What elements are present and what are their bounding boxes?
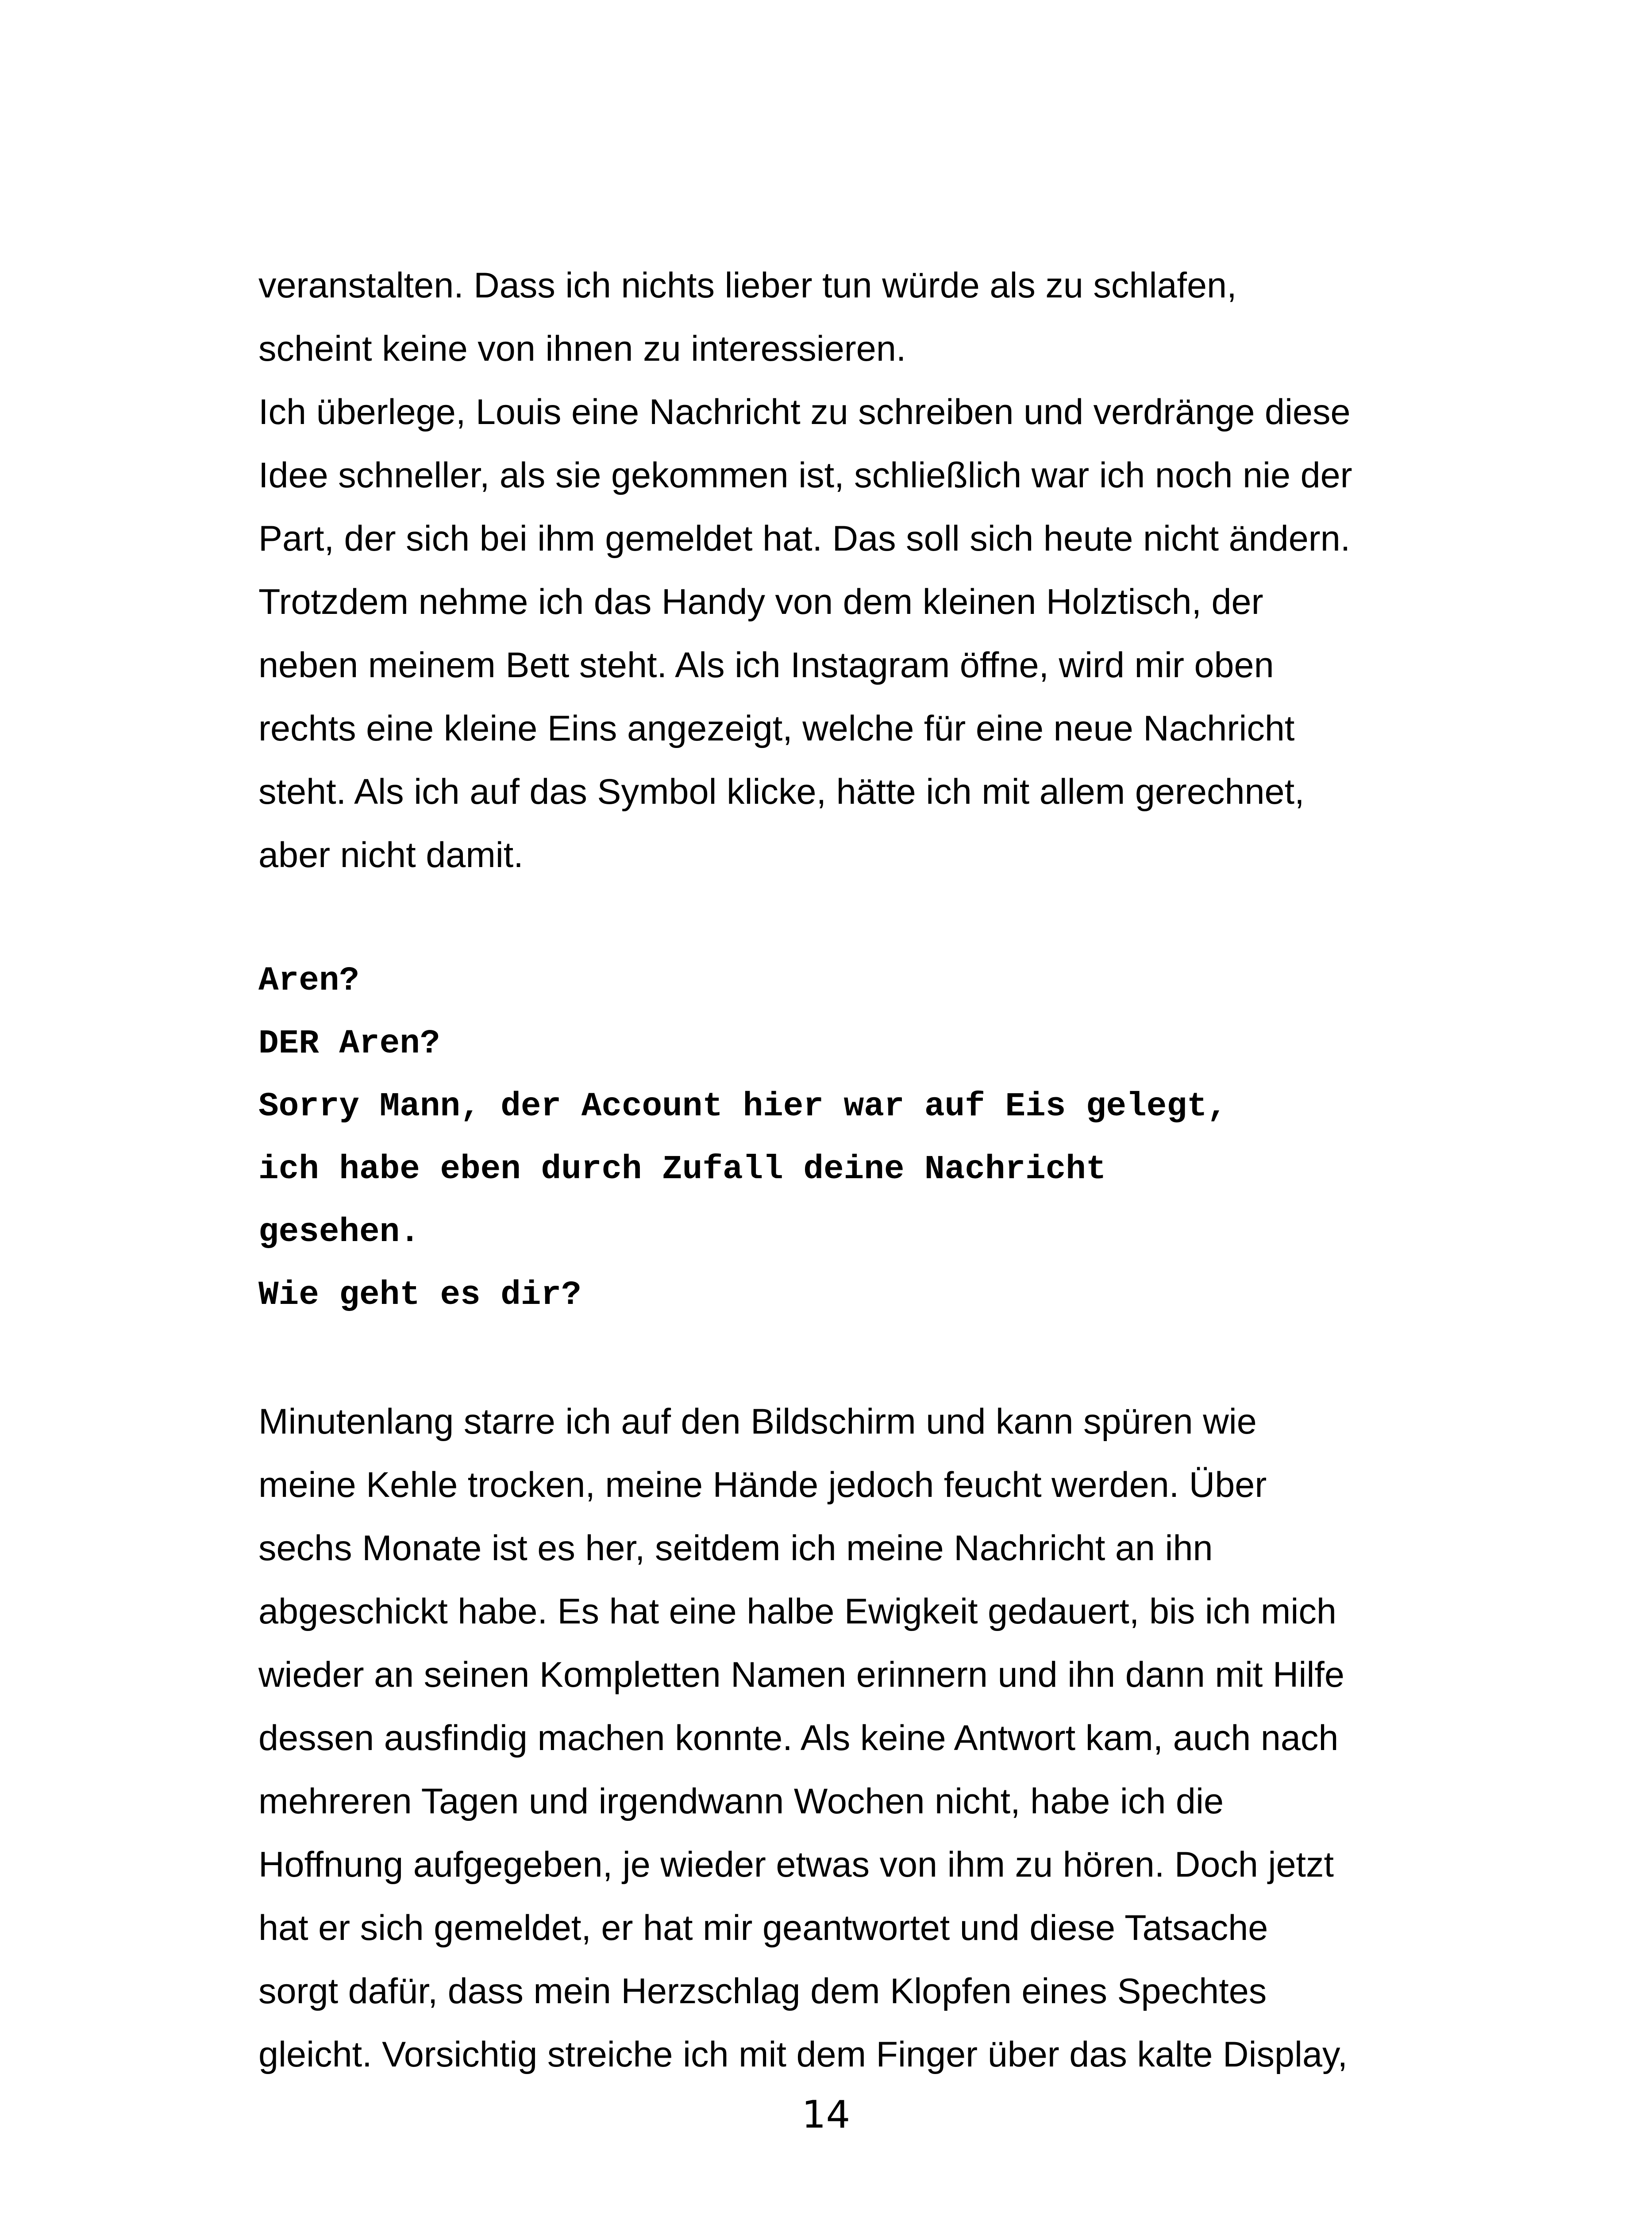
text-line: aber nicht damit. — [258, 835, 524, 875]
message-line: Aren? — [258, 962, 360, 1000]
text-line: rechts eine kleine Eins angezeigt, welche für eine neue Nachricht — [258, 709, 1295, 748]
text-line: Trotzdem nehme ich das Handy von dem kleinen Holztisch, der — [258, 582, 1263, 622]
text-line: gleicht. Vorsichtig streiche ich mit dem Finger über das kalte Display, — [258, 2035, 1348, 2074]
text-line: Hoffnung aufgegeben, je wieder etwas von ihm zu hören. Doch jetzt — [258, 1845, 1334, 1885]
text-line: hat er sich gemeldet, er hat mir geantwortet und diese Tatsache — [258, 1908, 1268, 1948]
text-line: sorgt dafür, dass mein Herzschlag dem Klopfen eines Spechtes — [258, 1971, 1267, 2011]
text-line: steht. Als ich auf das Symbol klicke, hätte ich mit allem gerechnet, — [258, 772, 1305, 812]
text-line: abgeschickt habe. Es hat eine halbe Ewigkeit gedauert, bis ich mich — [258, 1592, 1336, 1631]
message-line: ich habe eben durch Zufall deine Nachricht — [258, 1150, 1106, 1188]
page-number: 14 — [801, 2093, 851, 2137]
text-line: dessen ausfindig machen konnte. Als keine Antwort kam, auch nach — [258, 1718, 1339, 1758]
text-line: meine Kehle trocken, meine Hände jedoch feucht werden. Über — [258, 1465, 1267, 1505]
text-line: mehreren Tagen und irgendwann Wochen nicht, habe ich die — [258, 1781, 1224, 1821]
message-line: gesehen. — [258, 1213, 420, 1251]
text-line: Idee schneller, als sie gekommen ist, schließlich war ich noch nie der — [258, 455, 1352, 495]
text-line: Part, der sich bei ihm gemeldet hat. Das soll sich heute nicht ändern. — [258, 519, 1351, 559]
message-line: Wie geht es dir? — [258, 1276, 581, 1314]
text-line: sechs Monate ist es her, seitdem ich meine Nachricht an ihn — [258, 1528, 1213, 1568]
text-line: Ich überlege, Louis eine Nachricht zu schreiben und verdränge diese — [258, 392, 1351, 432]
text-line: scheint keine von ihnen zu interessieren. — [258, 329, 906, 369]
message-line: DER Aren? — [258, 1025, 440, 1063]
text-line: neben meinem Bett steht. Als ich Instagram öffne, wird mir oben — [258, 645, 1274, 685]
message-line: Sorry Mann, der Account hier war auf Eis gelegt, — [258, 1087, 1228, 1126]
text-line: Minutenlang starre ich auf den Bildschirm und kann spüren wie — [258, 1402, 1257, 1442]
text-line: wieder an seinen Kompletten Namen erinnern und ihn dann mit Hilfe — [258, 1655, 1344, 1695]
text-line: veranstalten. Dass ich nichts lieber tun würde als zu schlafen, — [258, 266, 1237, 305]
